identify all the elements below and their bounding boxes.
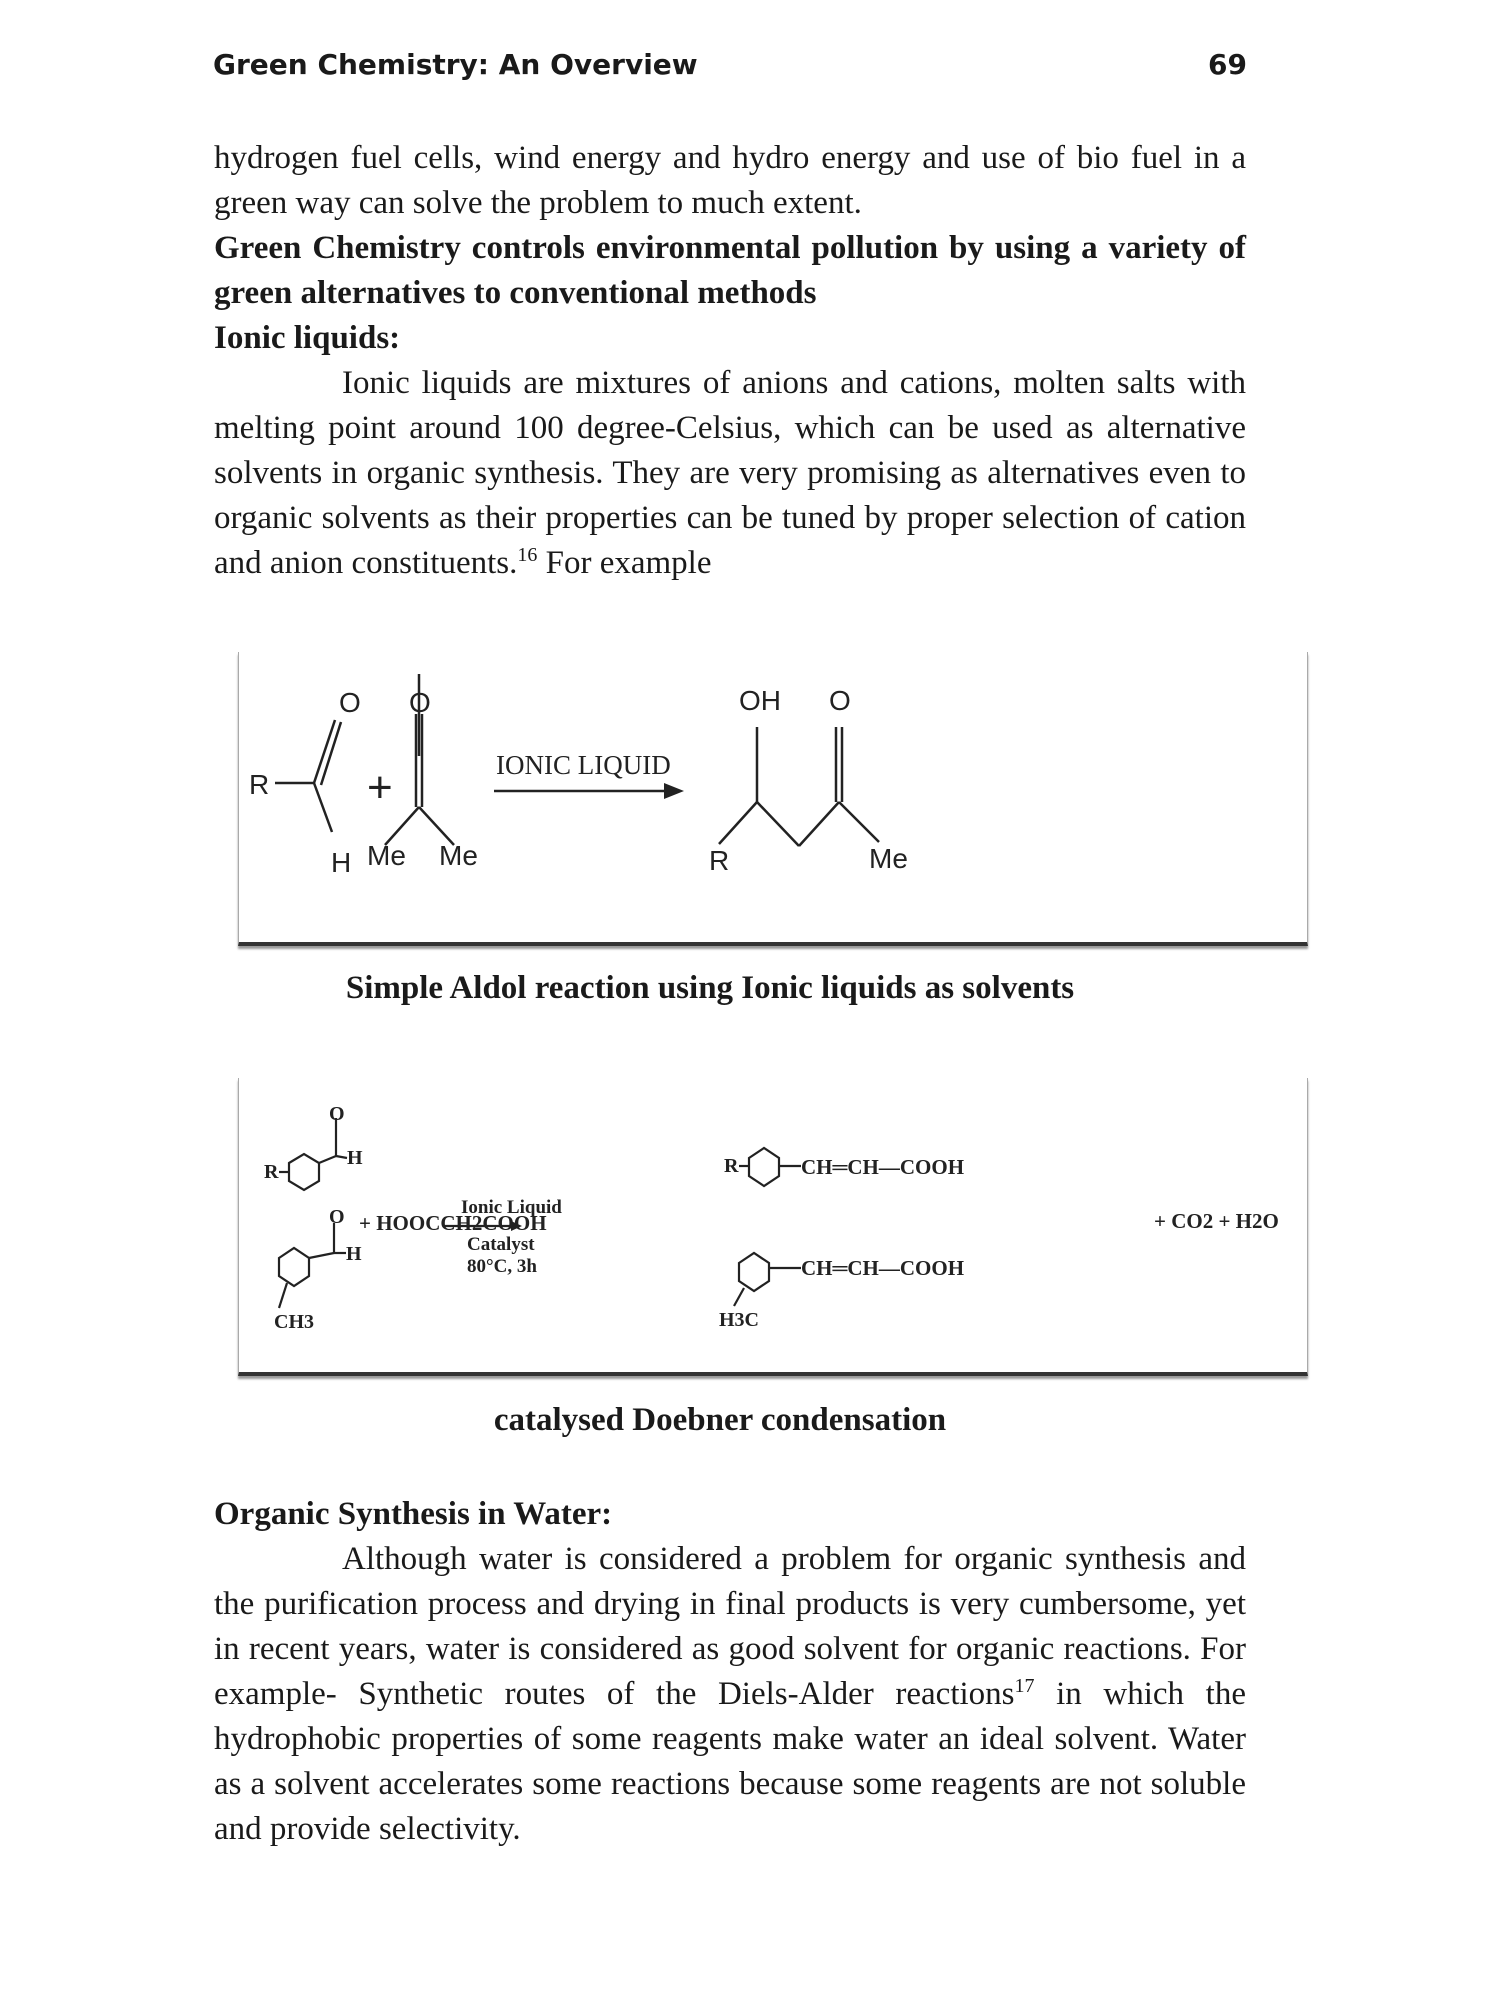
atom-h: H <box>346 1243 362 1265</box>
section-heading: Green Chemistry controls environmental pollution by using a variety of green alternatives to conventional methods <box>214 230 1246 311</box>
paragraph-tail: For example <box>537 545 712 581</box>
doebner-figure <box>238 1078 1308 1376</box>
reagent-malonic-acid: + HOOCCH2COOH <box>359 1211 547 1235</box>
atom-r: R <box>709 845 730 876</box>
atom-me: Me <box>869 843 908 874</box>
citation: 17 <box>1014 1675 1035 1697</box>
atom-o: O <box>329 1206 345 1228</box>
running-header: Green Chemistry: An Overview <box>213 48 698 81</box>
atom-o: O <box>339 687 361 718</box>
plus-sign: + <box>367 763 393 812</box>
atom-o: O <box>829 685 851 716</box>
water-paragraph <box>214 1537 1246 1852</box>
methyl-group: H3C <box>719 1309 759 1331</box>
paragraph-text: Ionic liquids are mixtures of anions and cations, molten salts with melting point around 100 degree-Celsius, which can be used as alternative solvents in organic synthesis. They are very promising as alternatives even to organic solvents as their properties can be tuned by proper selection of cation and anion constituents. <box>214 365 1246 581</box>
intro-paragraph: hydrogen fuel cells, wind energy and hydro energy and use of bio fuel in a green way can solve the problem to much extent. <box>214 140 1246 221</box>
ionic-liquids-heading: Ionic liquids: <box>214 320 401 356</box>
body-lower <box>214 1492 1246 1852</box>
page-number: 69 <box>1208 48 1247 81</box>
body-upper <box>214 136 1246 586</box>
arrow-label-mid: Catalyst <box>467 1234 535 1255</box>
water-heading: Organic Synthesis in Water: <box>214 1496 613 1532</box>
figure-caption: catalysed Doebner condensation <box>493 1402 947 1438</box>
product-chain: CH═CH—COOH <box>801 1256 965 1280</box>
atom-me: Me <box>367 840 406 871</box>
aldol-scheme <box>239 652 1307 942</box>
paragraph-text: in which the hydrophobic properties of some reagents make water an ideal solvent. Water as a solvent accelerates some reactions because some reagents are not soluble and provide selectivity. <box>214 1676 1246 1847</box>
atom-oh: OH <box>739 685 781 716</box>
ionic-liquids-paragraph <box>214 361 1246 586</box>
aldol-reaction-figure <box>238 652 1308 946</box>
product-chain: CH═CH—COOH <box>801 1155 965 1179</box>
citation: 16 <box>517 544 538 566</box>
arrow-label: IONIC LIQUID <box>496 750 671 780</box>
arrow-label-top: Ionic Liquid <box>461 1197 562 1218</box>
atom-h: H <box>331 847 352 878</box>
paragraph-text: Although water is considered a problem for organic synthesis and the purification process and drying in final products is very cumbersome, yet in recent years, water is considered as good solvent for organic reactions. For example- Synthetic routes of the Diels-Alder reactions <box>214 1541 1246 1712</box>
methyl-group: CH3 <box>274 1311 314 1333</box>
atom-r: R <box>249 769 270 800</box>
atom-r: R <box>264 1161 279 1183</box>
atom-o: O <box>329 1103 345 1125</box>
atom-r: R <box>724 1155 739 1177</box>
doebner-scheme <box>239 1078 1307 1372</box>
atom-me: Me <box>439 840 478 871</box>
atom-h: H <box>347 1147 363 1169</box>
byproducts: + CO2 + H2O <box>1154 1209 1279 1233</box>
figure-caption: Simple Aldol reaction using Ionic liquids as solvents <box>345 970 1075 1006</box>
arrow-label-bottom: 80°C, 3h <box>467 1256 537 1277</box>
atom-o: O <box>409 687 431 718</box>
